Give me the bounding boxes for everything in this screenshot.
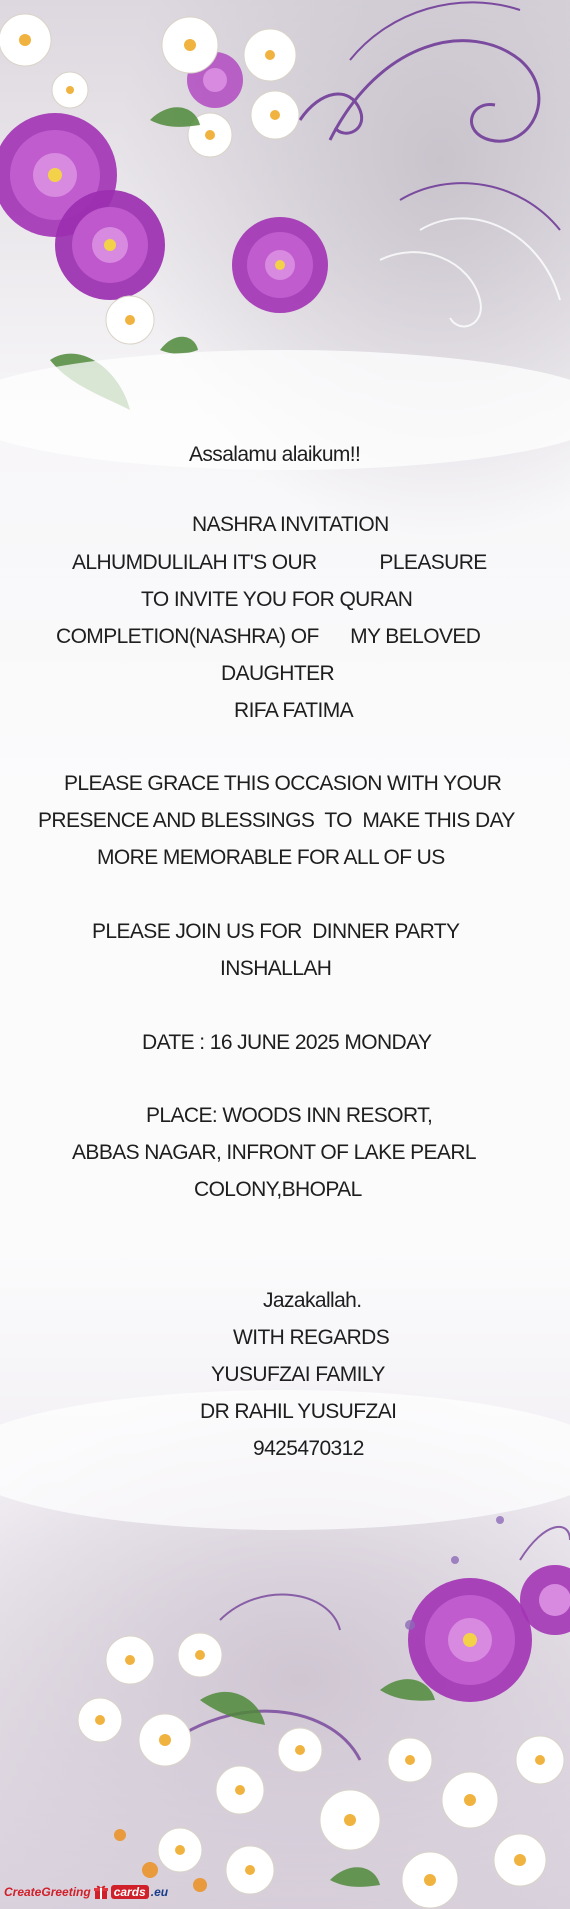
body-line: ALHUMDULILAH IT'S OUR PLEASURE [72,551,487,574]
watermark-part: CreateGreeting [4,1885,91,1899]
closing-line: WITH REGARDS [233,1326,390,1349]
body-line: COMPLETION(NASHRA) OF MY BELOVED [56,625,481,648]
purple-flower [232,217,328,313]
closing-line: YUSUFZAI FAMILY [211,1363,385,1386]
place-line: PLACE: WOODS INN RESORT, [146,1104,433,1127]
place-line: ABBAS NAGAR, INFRONT OF LAKE PEARL [72,1141,476,1164]
grace-line: PRESENCE AND BLESSINGS TO MAKE THIS DAY [38,809,515,832]
grace-line: MORE MEMORABLE FOR ALL OF US [97,846,445,869]
white-swirl-decoration [380,218,560,326]
body-line: TO INVITE YOU FOR QURAN [141,588,413,611]
daughter-name: RIFA FATIMA [234,699,354,722]
body-line: DAUGHTER [221,662,335,685]
site-watermark[interactable] [4,1880,168,1904]
dinner-line: INSHALLAH [220,957,332,980]
grace-line: PLEASE GRACE THIS OCCASION WITH YOUR [64,772,502,795]
purple-flower [408,1578,532,1702]
top-swirl-decoration [300,2,560,230]
bottom-flower-cluster [78,1516,570,1908]
dinner-line: PLEASE JOIN US FOR DINNER PARTY [92,920,460,943]
gift-icon [93,1884,109,1900]
invitation-title: NASHRA INVITATION [192,513,389,536]
watermark-part: .eu [150,1885,169,1899]
closing-line: DR RAHIL YUSUFZAI [200,1400,397,1423]
greeting: Assalamu alaikum!! [189,443,361,466]
phone-number: 9425470312 [253,1437,364,1460]
place-line: COLONY,BHOPAL [194,1178,362,1201]
closing-line: Jazakallah. [263,1289,362,1312]
event-date: DATE : 16 JUNE 2025 MONDAY [142,1031,432,1054]
watermark-part: cards [111,1885,149,1899]
purple-flower [55,190,165,300]
